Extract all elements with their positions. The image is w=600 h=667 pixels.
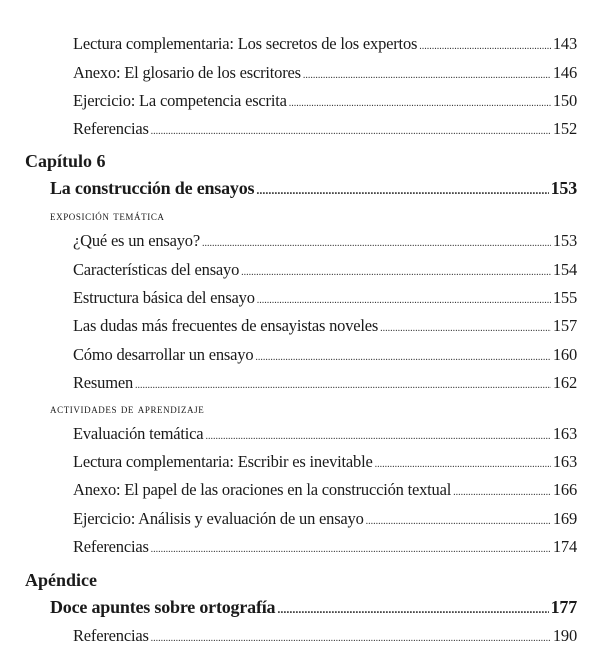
- toc-entry[interactable]: [73, 424, 577, 444]
- toc-entry-title: Ejercicio: Análisis y evaluación de un ensayo: [73, 509, 364, 528]
- leader-dots: [202, 238, 551, 249]
- toc-entry-title: Referencias: [73, 537, 149, 556]
- toc-entry-page: 153: [552, 231, 577, 250]
- toc-entry[interactable]: [73, 231, 577, 251]
- toc-entry-title: Cómo desarrollar un ensayo: [73, 345, 254, 364]
- chapter-title-entry[interactable]: [50, 178, 577, 199]
- toc-entry-title: Ejercicio: La competencia escrita: [73, 91, 287, 110]
- toc-entry-page: 146: [552, 63, 577, 82]
- leader-dots: [289, 98, 551, 109]
- appendix-title-entry[interactable]: [50, 597, 577, 618]
- toc-entry-title: Evaluación temática: [73, 424, 204, 443]
- leader-dots: [135, 380, 551, 391]
- toc-entry-page: 174: [552, 537, 577, 556]
- toc-entry-page: 162: [552, 373, 577, 392]
- toc-entry-title: Lectura complementaria: Escribir es inevitable: [73, 452, 373, 471]
- leader-dots: [256, 183, 548, 198]
- toc-entry-title: Estructura básica del ensayo: [73, 288, 255, 307]
- leader-dots: [380, 323, 551, 334]
- toc-entry-title: Referencias: [73, 119, 149, 138]
- toc-entry-page: 190: [552, 626, 577, 645]
- appendix-heading: Apéndice: [25, 570, 97, 590]
- toc-entry-page: 157: [552, 316, 577, 335]
- leader-dots: [151, 126, 551, 137]
- toc-entry-title: Anexo: El glosario de los escritores: [73, 63, 301, 82]
- toc-entry-title: ¿Qué es un ensayo?: [73, 231, 200, 250]
- leader-dots: [419, 41, 551, 52]
- toc-entry-title: Anexo: El papel de las oraciones en la construcción textual: [73, 480, 452, 499]
- leader-dots: [241, 267, 551, 278]
- leader-dots: [151, 544, 551, 555]
- leader-dots: [366, 516, 551, 527]
- toc-entry-title: Doce apuntes sobre ortografía: [50, 597, 276, 617]
- toc-entry-title: Lectura complementaria: Los secretos de los expertos: [73, 34, 418, 53]
- leader-dots: [277, 602, 548, 617]
- leader-dots: [255, 352, 550, 363]
- leader-dots: [151, 633, 551, 644]
- toc-entry[interactable]: [73, 316, 577, 336]
- leader-dots: [303, 70, 551, 81]
- toc-entry-title: Características del ensayo: [73, 260, 240, 279]
- toc-entry[interactable]: [73, 119, 577, 139]
- toc-entry-page: 163: [552, 424, 577, 443]
- toc-entry[interactable]: [73, 373, 577, 393]
- toc-entry[interactable]: [73, 626, 577, 646]
- toc-entry-page: 154: [552, 260, 577, 279]
- toc-entry-page: 177: [550, 597, 577, 617]
- toc-entry-page: 160: [552, 345, 577, 364]
- section-heading: exposición temática: [50, 209, 165, 223]
- toc-entry-page: 150: [552, 91, 577, 110]
- toc-entry[interactable]: [73, 537, 577, 557]
- section-heading: actividades de aprendizaje: [50, 402, 205, 416]
- toc-entry-page: 163: [552, 452, 577, 471]
- toc-entry-page: 143: [552, 34, 577, 53]
- chapter-heading: Capítulo 6: [25, 151, 106, 171]
- toc-entry[interactable]: [73, 63, 577, 83]
- toc-entry-title: Referencias: [73, 626, 149, 645]
- toc-entry[interactable]: [73, 34, 577, 54]
- leader-dots: [257, 295, 551, 306]
- toc-entry[interactable]: [73, 260, 577, 280]
- toc-entry-title: Resumen: [73, 373, 134, 392]
- toc-entry[interactable]: [73, 288, 577, 308]
- toc-entry-page: 152: [552, 119, 577, 138]
- toc-entry[interactable]: [73, 480, 577, 500]
- leader-dots: [453, 487, 551, 498]
- toc-entry[interactable]: [73, 509, 577, 529]
- leader-dots: [205, 431, 550, 442]
- toc-entry[interactable]: [73, 91, 577, 111]
- toc-entry[interactable]: [73, 452, 577, 472]
- toc-entry-page: 166: [552, 480, 577, 499]
- toc-entry-page: 155: [552, 288, 577, 307]
- toc-entry-page: 153: [550, 178, 577, 198]
- toc-entry-page: 169: [552, 509, 577, 528]
- toc-entry-title: Las dudas más frecuentes de ensayistas noveles: [73, 316, 379, 335]
- toc-entry-title: La construcción de ensayos: [50, 178, 255, 198]
- leader-dots: [375, 459, 551, 470]
- toc-entry[interactable]: [73, 345, 577, 365]
